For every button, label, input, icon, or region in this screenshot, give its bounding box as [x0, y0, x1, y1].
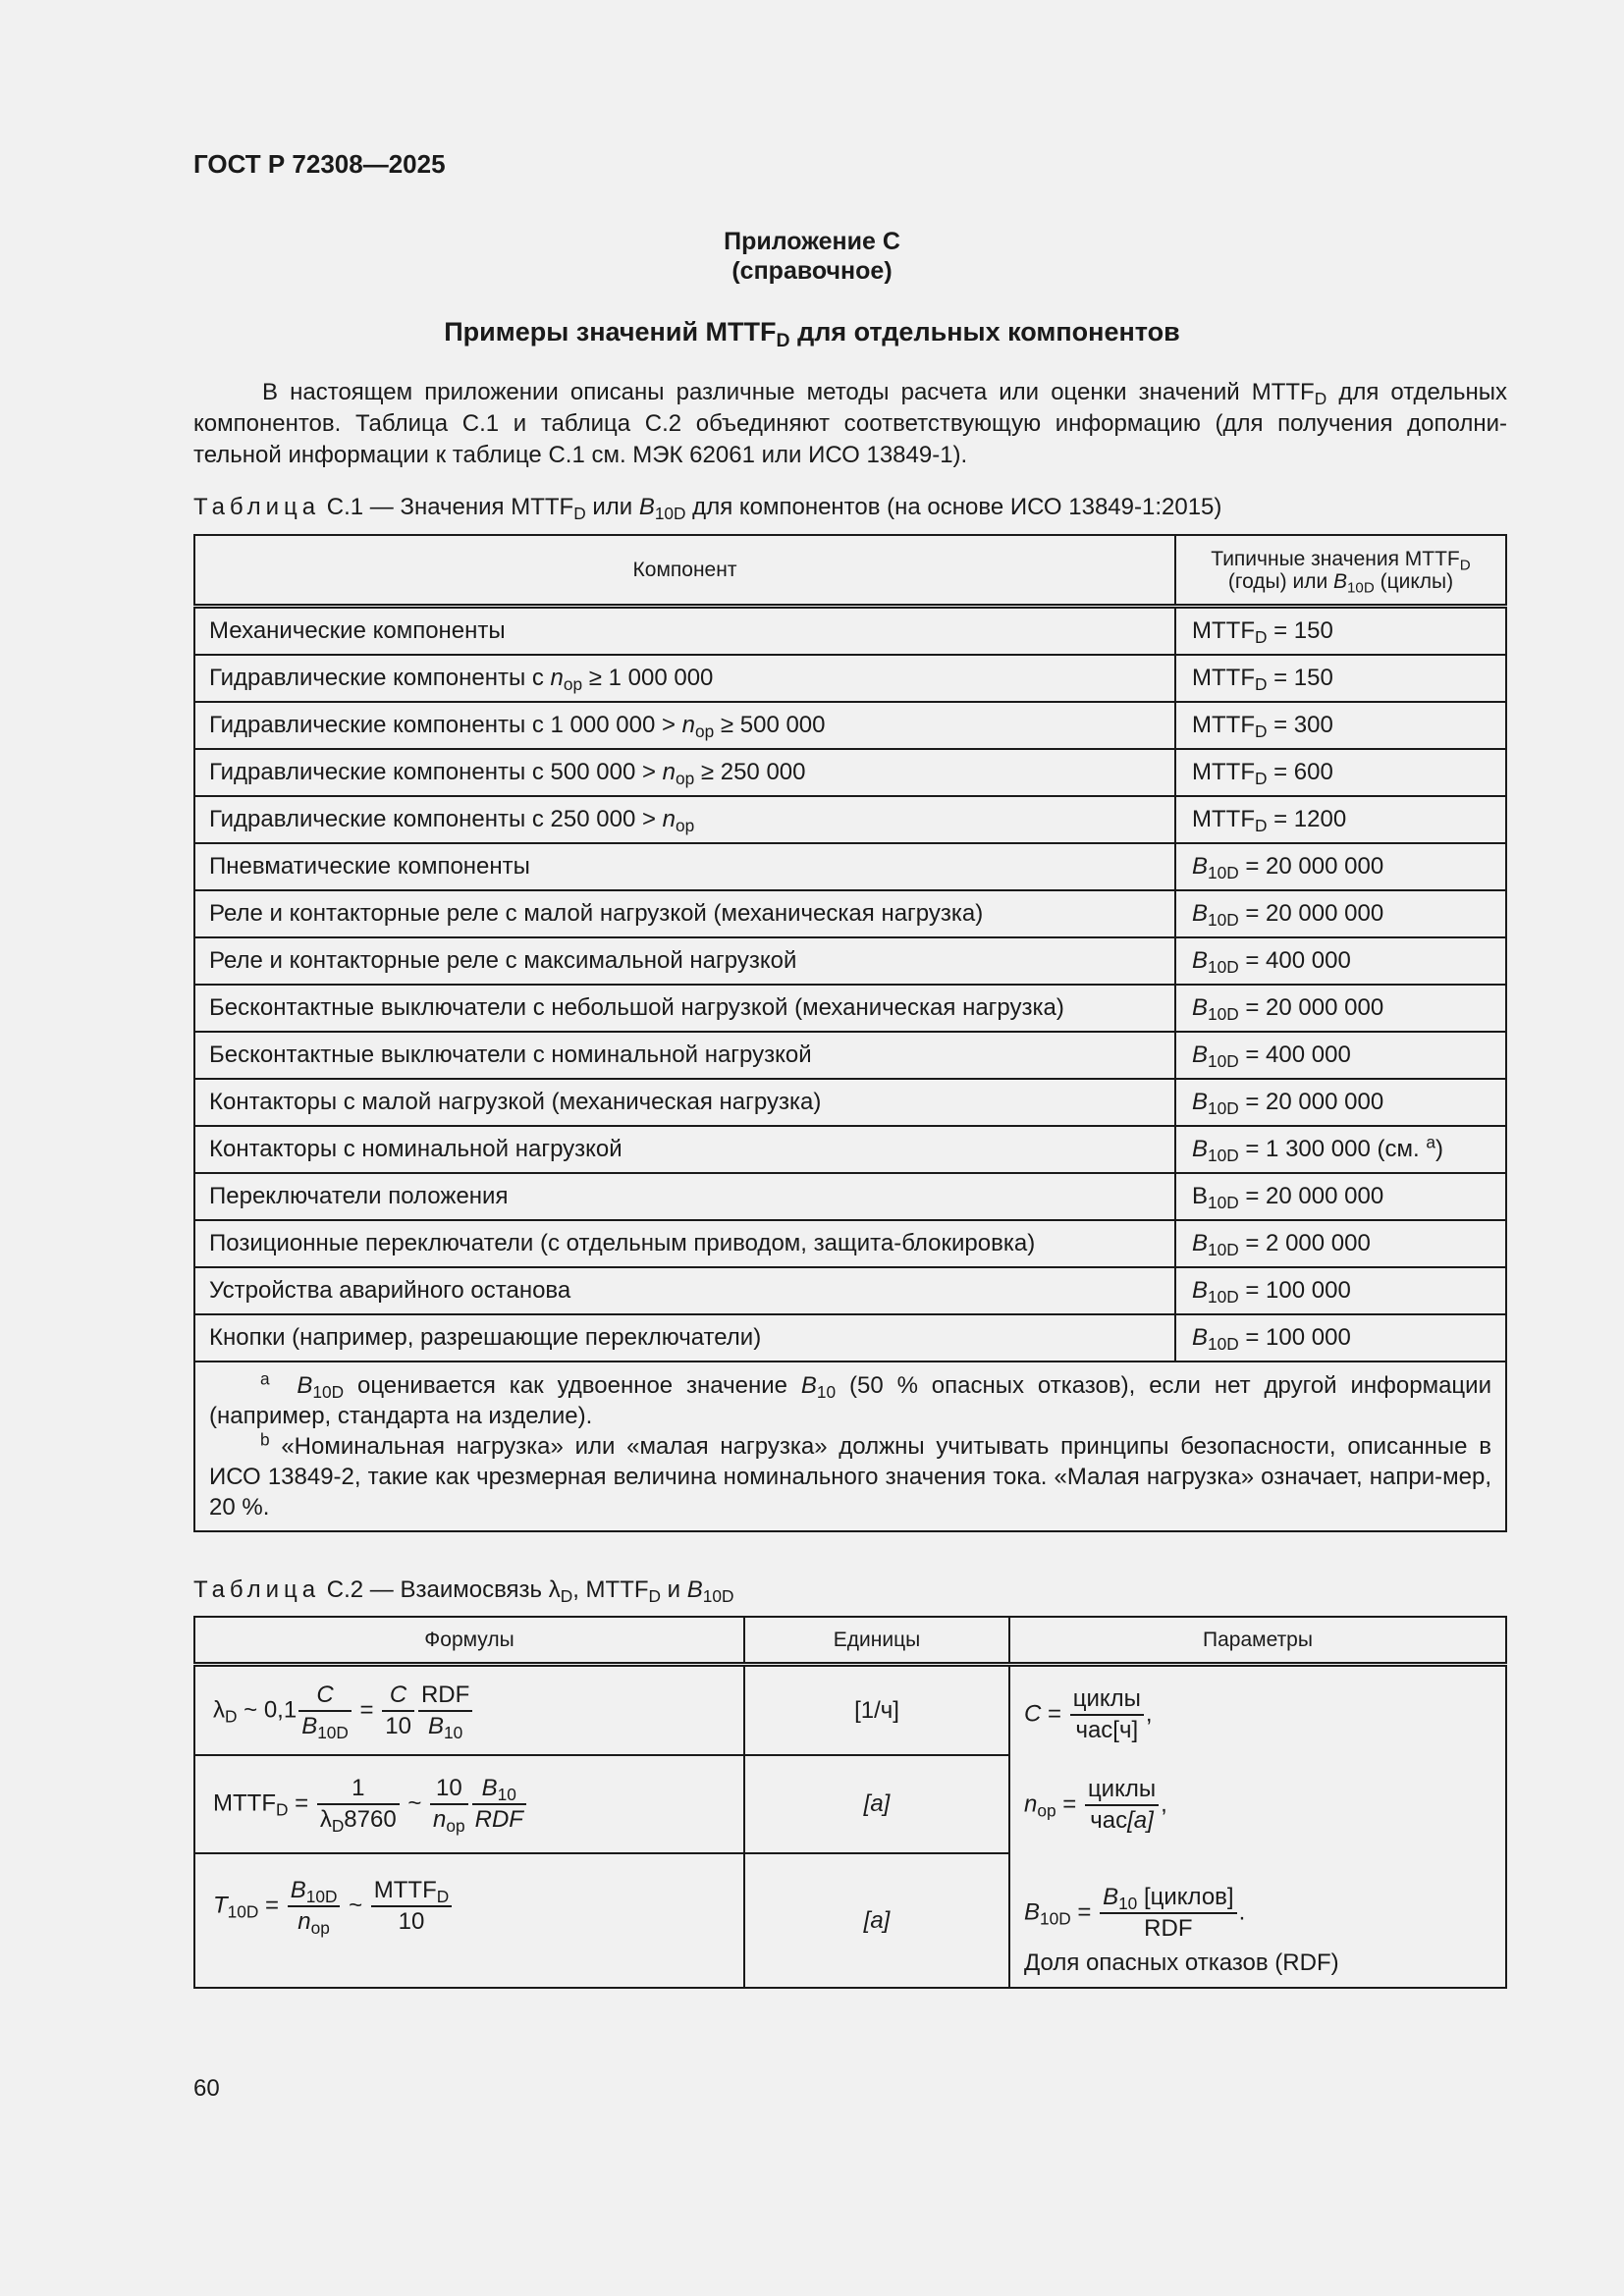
component-name: Гидравлические компоненты с $n_{ор} \ge 1$ 000 000 — [194, 655, 1175, 702]
component-name: Позиционные переключатели (с отдельным приводом, защита-блокировка) — [194, 1220, 1175, 1267]
component-name: Гидравлические компоненты с 250 $000 > n_{ор}$ — [194, 796, 1175, 843]
appendix-subtitle: (справочное) — [731, 257, 893, 285]
table-row — [194, 1126, 1506, 1173]
component-name: Контакторы с малой нагрузкой (механическая нагрузка) — [194, 1079, 1175, 1126]
header-parameters: Параметры — [1009, 1617, 1506, 1665]
table-row — [194, 843, 1506, 890]
unit-per-hour: [1/ч] — [744, 1665, 1009, 1756]
component-value: $B_{10D} = 20$ 000 000 — [1175, 843, 1506, 890]
table-row — [194, 702, 1506, 749]
table-row — [194, 1314, 1506, 1362]
component-name: Контакторы с номинальной нагрузкой — [194, 1126, 1175, 1173]
table-row — [194, 749, 1506, 796]
component-name: Реле и контакторные реле с малой нагрузкой (механическая нагрузка) — [194, 890, 1175, 937]
component-value: $MTTF_D = 300$ — [1175, 702, 1506, 749]
component-name: Кнопки (например, разрешающие переключатели) — [194, 1314, 1175, 1362]
component-name: Бесконтактные выключатели с небольшой нагрузкой (механическая нагрузка) — [194, 985, 1175, 1032]
component-value: $B_{10D} = 20$ 000 000 — [1175, 1173, 1506, 1220]
table1-caption: Таблица С.1 — Значения $MTTF_D$ или $B_{10D}$ для компонентов (на основе ИСО 13849-1:2015) — [193, 494, 1222, 524]
param-b10d: $B_{10D}$ = $\frac{B_{10} [циклов]}{\text{RDF}}$ . — [1024, 1884, 1246, 1942]
component-value: $MTTF_D = 1200$ — [1175, 796, 1506, 843]
appendix-title: Приложение С — [724, 228, 900, 255]
component-name: Бесконтактные выключатели с номинальной нагрузкой — [194, 1032, 1175, 1079]
param-c: C = $\frac{\text{циклы}}{\text{час[ч]}}$ , — [1024, 1685, 1153, 1743]
component-name: Переключатели положения — [194, 1173, 1175, 1220]
table-c1 — [193, 534, 1507, 1532]
document-code: ГОСТ Р 72308—2025 — [193, 149, 446, 179]
component-name: Гидравлические компоненты с 500 $000 > n_{ор} \ge 250$ 000 — [194, 749, 1175, 796]
component-value: $MTTF_D = 150$ — [1175, 655, 1506, 702]
header-typical-values: Типичные значения $MTTF_D$ (годы) или $B_{10D}$ (циклы) — [1175, 535, 1506, 607]
component-value: $B_{10D} = 400$ 000 — [1175, 1032, 1506, 1079]
table-row — [194, 1032, 1506, 1079]
note-b: $^b$ «Номинальная нагрузка» или «малая нагрузка» должны учитывать принципы безопасности, описанные в ИСО 13849-2, такие как чрезмерная величина номинального значения тока. «Малая нагрузка» означает, напри-мер, 20 %. — [209, 1429, 1491, 1521]
table-row — [194, 1267, 1506, 1314]
appendix-heading: Примеры значений $MTTF_D$ для отдельных компонентов — [444, 317, 1180, 351]
param-rdf-note: Доля опасных отказов (RDF) — [1024, 1949, 1339, 1976]
component-value: $B_{10D} = 100$ 000 — [1175, 1314, 1506, 1362]
component-value: $MTTF_D = 150$ — [1175, 607, 1506, 656]
table2-caption: Таблица С.2 — Взаимосвязь $\lambda_D$, $MTTF_D$ и $B_{10D}$ — [193, 1576, 734, 1607]
component-value: $B_{10D} = 20$ 000 000 — [1175, 1079, 1506, 1126]
formula-mttf: $MTTF_D$ = $\frac{1}{\lambda_D8760}$ ~ $\frac{10}{n_{ор}}$ $\frac{B_{10}}{\text{RDF}}$ — [194, 1755, 744, 1853]
component-name: Гидравлические компоненты с 1 000 $000 > n_{ор} \ge 500$ 000 — [194, 702, 1175, 749]
component-value: $B_{10D} = 20$ 000 000 — [1175, 890, 1506, 937]
table-c2 — [193, 1616, 1507, 1989]
table-row — [194, 1220, 1506, 1267]
table-row — [194, 607, 1506, 656]
table-row — [194, 985, 1506, 1032]
table-row — [194, 1173, 1506, 1220]
component-value: $B_{10D} = 20$ 000 000 — [1175, 985, 1506, 1032]
component-name: Устройства аварийного останова — [194, 1267, 1175, 1314]
table-row — [194, 937, 1506, 985]
formula-t10d: $T_{10D}$ = $\frac{B_{10D}}{n_{ор}}$ ~ $\frac{MTTF_D}{10}$ — [194, 1853, 744, 1988]
component-value: $B_{10D} = 2$ 000 000 — [1175, 1220, 1506, 1267]
header-component: Компонент — [194, 535, 1175, 607]
table-row — [194, 796, 1506, 843]
header-units: Единицы — [744, 1617, 1009, 1665]
component-name: Пневматические компоненты — [194, 843, 1175, 890]
note-a: $^a$ $B_{10D}$ оценивается как удвоенное значение $B_{10}$ (50 % опасных отказов), если нет другой информации (например, стандарта на изделие). — [209, 1368, 1491, 1429]
component-value: $B_{10D} = 400$ 000 — [1175, 937, 1506, 985]
component-value: $B_{10D} = 1$ 300 000 (см. $^a$) — [1175, 1126, 1506, 1173]
table1-notes — [194, 1362, 1506, 1531]
param-n-op: $n_{ор}$ = $\frac{\text{циклы}}{\text{час[a]}}$ , — [1024, 1776, 1167, 1834]
formula-lambda: $\lambda_D$ ~ 0,1 $\frac{C}{B_{10D}}$ = $\frac{C}{10}$ $\frac{\text{RDF}}{B_{10}}$ — [194, 1665, 744, 1756]
table-row — [194, 890, 1506, 937]
component-value: $B_{10D} = 100$ 000 — [1175, 1267, 1506, 1314]
table-row — [194, 1079, 1506, 1126]
header-formulas: Формулы — [194, 1617, 744, 1665]
table-row — [194, 655, 1506, 702]
parameters-cell — [1009, 1665, 1506, 1989]
component-name: Механические компоненты — [194, 607, 1175, 656]
component-name: Реле и контакторные реле с максимальной нагрузкой — [194, 937, 1175, 985]
component-value: $MTTF_D = 600$ — [1175, 749, 1506, 796]
unit-years-2: [a] — [744, 1853, 1009, 1988]
page-number: 60 — [193, 2075, 220, 2102]
unit-years-1: [a] — [744, 1755, 1009, 1853]
intro-paragraph: В настоящем приложении описаны различные методы расчета или оценки значений $MTTF_D$ для отдельных компонентов. Таблица С.1 и таблица С.2 объединяют соответствующую информацию (для получения дополни-тельной информации к таблице С.1 см. МЭК 62061 или ИСО 13849-1). — [193, 379, 1508, 468]
